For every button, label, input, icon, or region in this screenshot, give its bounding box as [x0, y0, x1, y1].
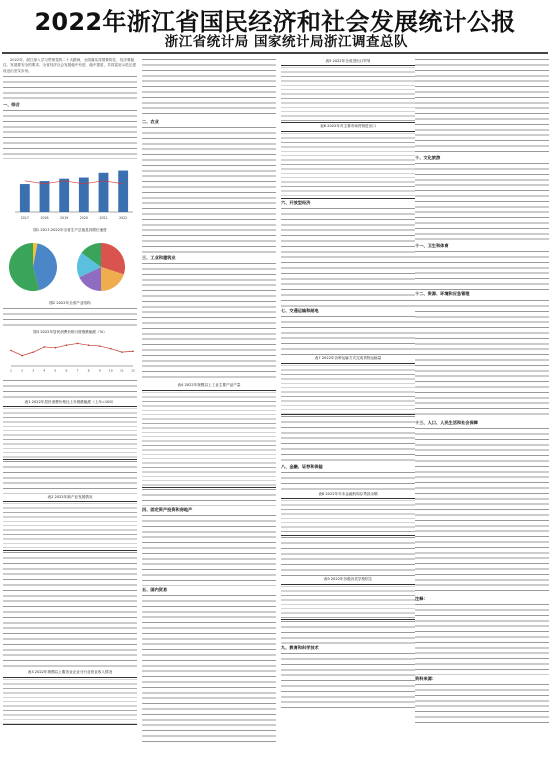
- text-block: [142, 262, 276, 382]
- table5-caption: 表5 2022年全省进出口贸易: [325, 59, 371, 63]
- table4-caption: 表4 2022年规模以上工业主要产品产量: [177, 383, 241, 388]
- x-tick-label: 12: [131, 368, 135, 373]
- table8-caption: 表8 2022年年末金融机构存贷款余额: [318, 491, 378, 496]
- trade-table: [281, 65, 415, 123]
- x-tick-label: 9: [98, 368, 101, 373]
- cpi-chart: [3, 337, 137, 377]
- text-block: [415, 250, 549, 290]
- sources-block: [415, 683, 549, 723]
- x-tick-label: 11: [119, 368, 124, 373]
- cpi-table: [3, 406, 137, 460]
- cpi-point: [77, 342, 79, 344]
- x-tick-label: 2022: [119, 216, 128, 221]
- column-4: [415, 58, 549, 754]
- cpi-point: [99, 345, 101, 347]
- section-heading-12: 十二、资源、环境和应急管理: [415, 291, 470, 297]
- pie-chart-svg: [3, 235, 137, 299]
- cpi-point: [32, 351, 34, 353]
- cpi-point: [88, 344, 90, 346]
- text-block: [281, 315, 415, 355]
- cpi-point: [121, 351, 123, 353]
- section-heading-4: 四、固定资产投资和房地产: [142, 506, 193, 512]
- table7-caption: 表7 2022年各种运输方式完成货物运输量: [314, 356, 382, 361]
- column-3: [281, 58, 415, 754]
- text-block: [142, 514, 276, 586]
- gdp-bar: [59, 179, 69, 212]
- text-block: [281, 207, 415, 307]
- table9-caption: 表9 2022年各级各类学校招生: [323, 577, 373, 582]
- text-block: [3, 460, 137, 494]
- text-block: [3, 379, 137, 399]
- text-block: [281, 536, 415, 576]
- x-tick-label: 2021: [99, 216, 108, 221]
- cpi-point: [55, 347, 57, 349]
- gdp-bar: [99, 173, 109, 212]
- table2-caption: 表2 2022年新产业发展情况: [47, 495, 93, 500]
- cpi-point: [21, 354, 23, 356]
- x-tick-label: 8: [87, 368, 90, 373]
- text-block: [142, 58, 276, 118]
- cpi-point: [43, 346, 45, 348]
- transport-table: [281, 363, 415, 415]
- structure-pie-chart: [3, 235, 137, 299]
- text-block: [142, 126, 276, 254]
- section-heading-5: 五、国内贸易: [142, 587, 168, 593]
- section-heading-6: 六、开放型经济: [281, 199, 311, 205]
- section-heading-8: 八、金融、证券和保险: [281, 463, 323, 469]
- gdp-bar: [118, 171, 128, 212]
- gdp-chart-svg: [3, 160, 137, 222]
- cpi-point: [66, 344, 68, 346]
- text-block: [3, 551, 137, 669]
- section-heading-10: 十、文化旅游: [415, 155, 441, 160]
- intro-paragraph: 2022年，浙江深入学习贯彻党的二十大精神，全面落实疫情要防住、经济要稳住、发展要安全的要求，全省经济社会发展稳中有进、稳中提质，共同富裕示范区建设迈出坚实步伐。: [3, 58, 136, 73]
- notes-heading: 注释：: [415, 595, 428, 601]
- text-block: [281, 620, 415, 644]
- x-tick-label: 4: [43, 368, 46, 373]
- section-heading-13: 十三、人口、人民生活和社会保障: [415, 419, 478, 425]
- text-block: [415, 162, 549, 242]
- table3-caption: 表3 2022年规模以上服务业企业分行业营业收入情况: [27, 670, 113, 675]
- school-table: [281, 584, 415, 620]
- report-subtitle: 浙江省统计局 国家统计局浙江调查总队: [164, 34, 408, 50]
- industry-product-table: [142, 390, 276, 488]
- text-block: [415, 299, 549, 419]
- x-tick-label: 7: [76, 368, 79, 373]
- section-heading-3: 三、工业和建筑业: [142, 255, 176, 261]
- chart2-caption: 图2 2022年全省产业结构: [49, 300, 91, 305]
- section-heading-9: 九、教育和科学技术: [281, 644, 319, 650]
- section-heading-7: 七、交通运输和邮电: [281, 308, 319, 314]
- section-heading-2: 二、农业: [142, 119, 159, 124]
- section-heading-1: 一、综合: [3, 102, 20, 108]
- cpi-point: [132, 350, 134, 352]
- finance-table: [281, 498, 415, 536]
- text-block: [142, 594, 276, 744]
- new-industry-table: [3, 501, 137, 551]
- table6-caption: 表6 2022年对主要市场货物进出口: [320, 124, 376, 129]
- cpi-line: [11, 343, 133, 355]
- text-block: [3, 75, 137, 101]
- text-block: [3, 109, 137, 159]
- gdp-bar: [79, 178, 89, 212]
- x-tick-label: 5: [54, 368, 57, 373]
- x-tick-label: 2017: [20, 216, 29, 221]
- text-block: [281, 652, 415, 712]
- x-tick-label: 6: [65, 368, 68, 373]
- table1-caption: 表1 2022年居民消费价格比上年涨跌幅度（上年=100）: [24, 399, 116, 404]
- text-block: [415, 427, 549, 595]
- x-tick-label: 2018: [40, 216, 49, 221]
- market-table: [281, 131, 415, 199]
- x-tick-label: 2020: [79, 216, 88, 221]
- x-tick-label: 3: [32, 368, 35, 373]
- x-tick-label: 10: [108, 368, 113, 373]
- cpi-point: [10, 349, 12, 351]
- text-block: [142, 488, 276, 506]
- column-2: [142, 58, 276, 754]
- text-block: [415, 58, 549, 154]
- service-table: [3, 677, 137, 725]
- text-block: [281, 471, 415, 491]
- chart3-caption: 图3 2022年居民消费价格月度涨跌幅度（%）: [33, 330, 107, 335]
- x-tick-label: 2: [21, 368, 24, 373]
- sources-heading: 资料来源：: [415, 676, 436, 682]
- gdp-chart: [3, 160, 137, 226]
- chart1-caption: 图1 2017-2022年全省生产总值及其增长速度: [33, 228, 107, 233]
- section-heading-11: 十一、卫生和体育: [415, 243, 449, 249]
- text-block: [281, 415, 415, 463]
- x-tick-label: 1: [10, 368, 12, 373]
- cpi-point: [110, 348, 112, 350]
- notes-block: [415, 603, 549, 675]
- gdp-bar: [40, 181, 50, 212]
- header-rule: [2, 52, 548, 54]
- x-tick-label: 2019: [60, 216, 69, 221]
- text-block: [3, 307, 137, 329]
- gdp-bar: [20, 184, 30, 212]
- cpi-chart-svg: [3, 337, 137, 373]
- report-title: 2022年浙江省国民经济和社会发展统计公报: [34, 8, 516, 36]
- column-1: [3, 58, 137, 754]
